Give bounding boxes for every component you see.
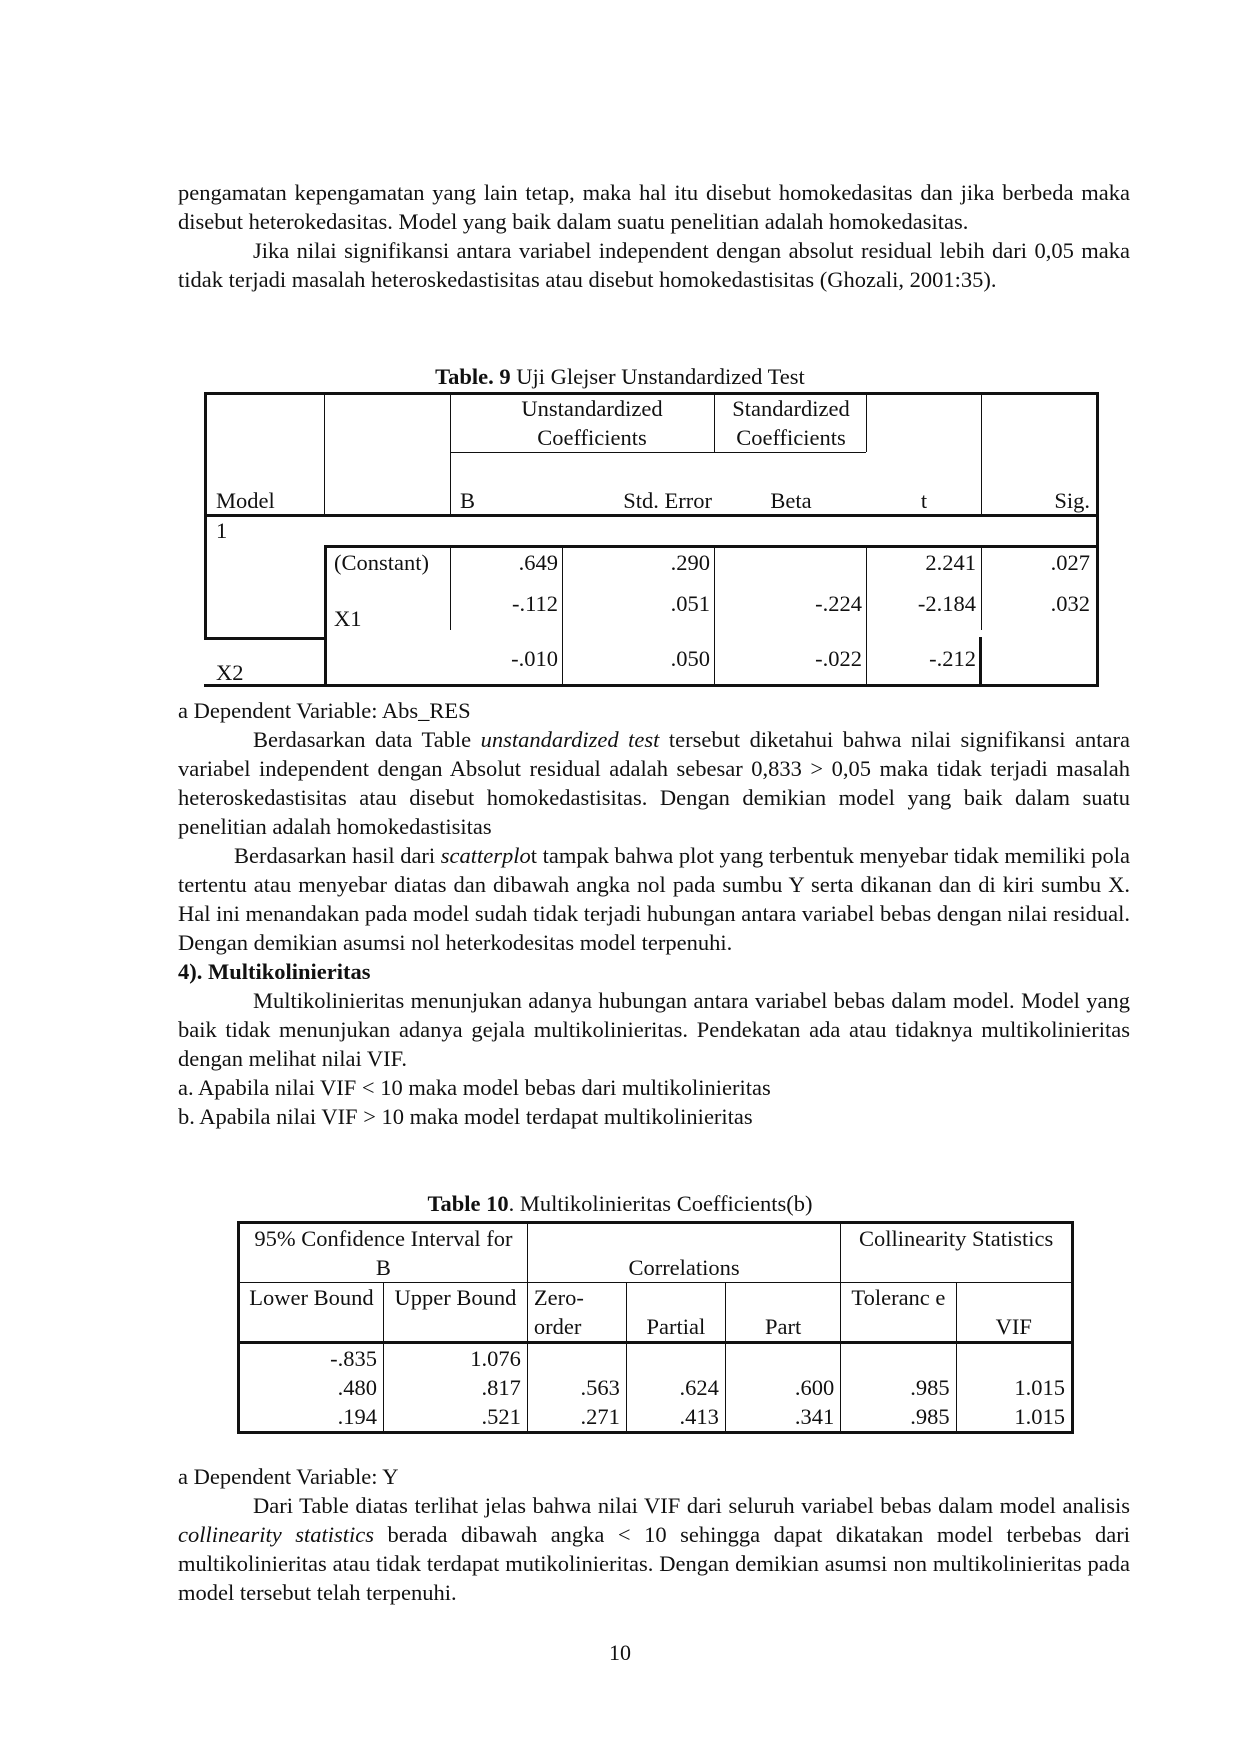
header-lower-bound: Lower Bound — [239, 1283, 384, 1343]
paragraph-5: Multikolinieritas menunjukan adanya hubungan antara variabel bebas dalam model. Model yang baik tidak menunjukan adanya gejala multikolinieritas. Pendekatan ada atau tidaknya multikolinieritas dengan melihat nilai VIF. — [178, 988, 1130, 1071]
body-text-top — [178, 178, 1130, 294]
table9-caption — [0, 364, 1240, 390]
cell-sig: .032 — [1050, 591, 1090, 616]
header-upper-bound: Upper Bound — [383, 1283, 527, 1343]
cell-tolerance: .985 — [841, 1402, 956, 1433]
cell-b: -.112 — [511, 591, 558, 616]
header-collinearity: Collinearity Statistics — [841, 1223, 1073, 1283]
cell-std-error: .290 — [670, 550, 710, 575]
body-text-middle — [178, 696, 1130, 1131]
table9 — [204, 392, 1104, 700]
header-std-error: Std. Error — [623, 488, 712, 513]
table9-caption-title: Uji Glejser Unstandardized Test — [510, 364, 805, 389]
cell-zero-order: .563 — [527, 1373, 626, 1402]
table-row — [239, 1373, 1073, 1402]
cell-b: -.010 — [511, 646, 558, 671]
body-text-bottom — [178, 1462, 1130, 1607]
section-heading: 4). Multikolinieritas — [178, 959, 371, 984]
cell-vif: 1.015 — [1014, 1375, 1065, 1400]
paragraph-6: Dari Table diatas terlihat jelas bahwa nilai VIF dari seluruh variabel bebas dalam model analisis collinearity statistics berada dibawah angka < 10 sehingga dapat dikatakan model terbebas dari multikolinieritas atau tidak terdapat mutikolinieritas. Dengan demikian asumsi non multikolinieritas pada model tersebut telah terpenuhi. — [178, 1493, 1131, 1605]
cell-beta: -.224 — [815, 591, 862, 616]
header-part: Part — [725, 1283, 840, 1343]
table9-caption-label: Table. 9 — [435, 364, 511, 389]
cell-sig: .027 — [1050, 550, 1090, 575]
header-tolerance: Toleranc e — [841, 1283, 956, 1343]
header-vif: VIF — [995, 1314, 1032, 1339]
list-item-b: b. Apabila nilai VIF > 10 maka model terdapat multikolinieritas — [178, 1104, 753, 1129]
header-correlations: Correlations — [527, 1223, 840, 1283]
table-row — [239, 1402, 1073, 1433]
cell-zero-order — [527, 1343, 626, 1374]
table10-caption-label: Table 10 — [427, 1191, 509, 1216]
header-partial: Partial — [626, 1283, 725, 1343]
cell-upper: 1.076 — [383, 1343, 527, 1374]
cell-partial: .413 — [626, 1402, 725, 1433]
paragraph-3: Berdasarkan data Table unstandardized test tersebut diketahui bahwa nilai signifikansi antara variabel independent dengan Absolut residual adalah sebesar 0,833 > 0,05 maka tidak terjadi masalah heteroskedastisitas atau disebut homokedastisitas. Dengan demikian model yang baik dalam suatu penelitian adalah homokedastisitas — [178, 727, 1130, 839]
row-label: X2 — [216, 660, 244, 685]
table10-caption — [0, 1191, 1240, 1217]
table10-footnote: a Dependent Variable: Y — [178, 1464, 399, 1489]
row-label: (Constant) — [334, 550, 429, 575]
header-standardized: Standardized Coefficients — [732, 396, 850, 450]
cell-t: -.212 — [929, 646, 976, 671]
cell-lower: .194 — [239, 1402, 384, 1433]
cell-lower: -.835 — [239, 1343, 384, 1374]
table10 — [237, 1221, 1074, 1434]
cell-partial: .624 — [626, 1373, 725, 1402]
cell-std-error: .050 — [670, 646, 710, 671]
paragraph-2: Jika nilai signifikansi antara variabel independent dengan absolut residual lebih dari 0,05 maka tidak terjadi masalah heteroskedastisitas atau disebut homokedastisitas (Ghozali, 2001:35). — [178, 238, 1130, 292]
cell-upper: .521 — [383, 1402, 527, 1433]
cell-tolerance: .985 — [841, 1373, 956, 1402]
header-confidence-interval: 95% Confidence Interval for B — [239, 1223, 528, 1283]
cell-vif: 1.015 — [1014, 1404, 1065, 1429]
list-item-a: a. Apabila nilai VIF < 10 maka model bebas dari multikolinieritas — [178, 1075, 771, 1100]
cell-b: .649 — [518, 550, 558, 575]
header-zero-order: Zero-order — [527, 1283, 626, 1343]
cell-part: .341 — [725, 1402, 840, 1433]
table-row — [239, 1343, 1073, 1374]
row-label: X1 — [334, 606, 362, 631]
cell-partial — [626, 1343, 725, 1374]
model-number: 1 — [216, 518, 228, 543]
header-model: Model — [216, 488, 275, 513]
cell-beta: -.022 — [815, 646, 862, 671]
cell-zero-order: .271 — [527, 1402, 626, 1433]
header-t: t — [920, 488, 928, 513]
header-unstandardized: Unstandardized Coefficients — [521, 396, 663, 450]
cell-vif — [956, 1343, 1072, 1374]
table9-footnote: a Dependent Variable: Abs_RES — [178, 698, 471, 723]
page-number: 10 — [609, 1640, 631, 1665]
cell-std-error: .051 — [670, 591, 710, 616]
cell-part — [725, 1343, 840, 1374]
cell-tolerance — [841, 1343, 956, 1374]
header-beta: Beta — [770, 488, 812, 513]
cell-upper: .817 — [383, 1373, 527, 1402]
cell-part: .600 — [725, 1373, 840, 1402]
paragraph-1: pengamatan kepengamatan yang lain tetap, maka hal itu disebut homokedasitas dan jika berbeda maka disebut heterokedasitas. Model yang baik dalam suatu penelitian adalah homokedasitas. — [178, 180, 1130, 234]
cell-t: -2.184 — [917, 591, 976, 616]
cell-lower: .480 — [239, 1373, 384, 1402]
paragraph-4: Berdasarkan hasil dari scatterplot tampak bahwa plot yang terbentuk menyebar tidak memiliki pola tertentu atau menyebar diatas dan dibawah angka nol pada sumbu Y serta dikanan dan di kiri sumbu X. Hal ini menandakan pada model sudah tidak terjadi hubungan antara variabel bebas dengan nilai residual. Dengan demikian asumsi nol heterkodesitas model terpenuhi. — [178, 843, 1131, 955]
header-sig: Sig. — [1054, 488, 1090, 513]
table10-caption-title: . Multikolinieritas Coefficients(b) — [508, 1191, 813, 1216]
header-b: B — [460, 488, 476, 513]
cell-t: 2.241 — [925, 550, 976, 575]
